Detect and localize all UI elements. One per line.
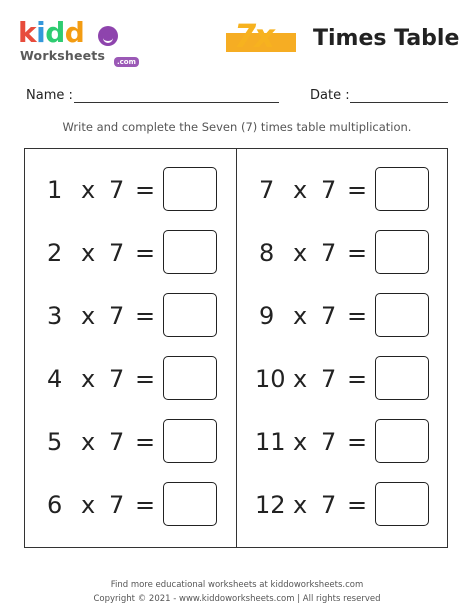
operand-b: 7 [109,428,125,456]
answer-box[interactable] [163,356,217,400]
operand-a: 3 [47,302,63,330]
equals-sign: = [347,491,368,519]
operand-b: 7 [109,491,125,519]
operand-b: 7 [321,176,337,204]
answer-box[interactable] [163,293,217,337]
problem-row-right-6 [255,482,435,528]
date-label: Date : [310,88,350,103]
equals-sign: = [347,176,368,204]
problem-row-right-2 [255,230,435,276]
operand-a: 9 [259,302,275,330]
operand-b: 7 [321,428,337,456]
name-label: Name : [26,88,73,103]
problem-row-left-3 [43,293,223,339]
equals-sign: = [135,176,156,204]
operand-b: 7 [109,176,125,204]
operator: x [293,428,308,456]
operator: x [293,239,308,267]
operand-b: 7 [321,365,337,393]
smiley-face-icon [98,26,118,46]
page-title: Times Table [313,26,460,51]
operand-b: 7 [109,365,125,393]
equals-sign: = [347,302,368,330]
equals-sign: = [347,365,368,393]
operator: x [293,365,308,393]
problem-row-left-1 [43,167,223,213]
problem-row-right-3 [255,293,435,339]
logo-letter: k [18,16,37,49]
operand-b: 7 [109,239,125,267]
logo-subtitle: Worksheets [20,48,106,63]
logo-letter: i [36,16,46,49]
operand-b: 7 [321,302,337,330]
equals-sign: = [347,239,368,267]
logo-letter: d [45,16,65,49]
logo-letter: d [64,16,85,49]
equals-sign: = [347,428,368,456]
badge-text: 7x [234,17,273,55]
answer-box[interactable] [163,230,217,274]
operator: x [81,365,96,393]
instruction-text: Write and complete the Seven (7) times table multiplication. [62,120,412,134]
equals-sign: = [135,365,156,393]
kiddo-worksheets-logo [18,18,158,70]
problem-row-right-1 [255,167,435,213]
problem-row-right-5 [255,419,435,465]
answer-box[interactable] [375,167,429,211]
problem-row-right-4 [255,356,435,402]
logo-domain-tag: .com [114,57,139,67]
times-table-badge [226,17,302,55]
answer-box[interactable] [163,419,217,463]
name-field[interactable] [74,102,279,103]
answer-box[interactable] [163,482,217,526]
footer-copyright: Copyright © 2021 - www.kiddoworksheets.com | All rights reserved [93,594,381,604]
operand-a: 1 [47,176,63,204]
equals-sign: = [135,239,156,267]
operator: x [81,491,96,519]
operand-b: 7 [321,491,337,519]
operand-a: 11 [255,428,286,456]
problem-row-left-6 [43,482,223,528]
operator: x [293,491,308,519]
operator: x [81,176,96,204]
answer-box[interactable] [375,419,429,463]
logo-wordmark [18,18,103,48]
operand-b: 7 [321,239,337,267]
equals-sign: = [135,491,156,519]
operand-a: 2 [47,239,63,267]
footer-promo: Find more educational worksheets at kiddoworksheets.com [110,580,364,590]
multiplication-table [24,148,448,548]
operand-a: 12 [255,491,286,519]
problem-row-left-5 [43,419,223,465]
column-divider [236,149,237,547]
operator: x [293,302,308,330]
date-field[interactable] [350,102,448,103]
operand-a: 10 [255,365,286,393]
operand-a: 8 [259,239,275,267]
answer-box[interactable] [375,230,429,274]
operand-a: 4 [47,365,63,393]
answer-box[interactable] [163,167,217,211]
operator: x [81,239,96,267]
operator: x [293,176,308,204]
operand-a: 6 [47,491,63,519]
operator: x [81,428,96,456]
answer-box[interactable] [375,293,429,337]
answer-box[interactable] [375,356,429,400]
problem-row-left-4 [43,356,223,402]
operand-a: 7 [259,176,275,204]
operand-a: 5 [47,428,63,456]
operator: x [81,302,96,330]
equals-sign: = [135,302,156,330]
operand-b: 7 [109,302,125,330]
problem-row-left-2 [43,230,223,276]
equals-sign: = [135,428,156,456]
answer-box[interactable] [375,482,429,526]
